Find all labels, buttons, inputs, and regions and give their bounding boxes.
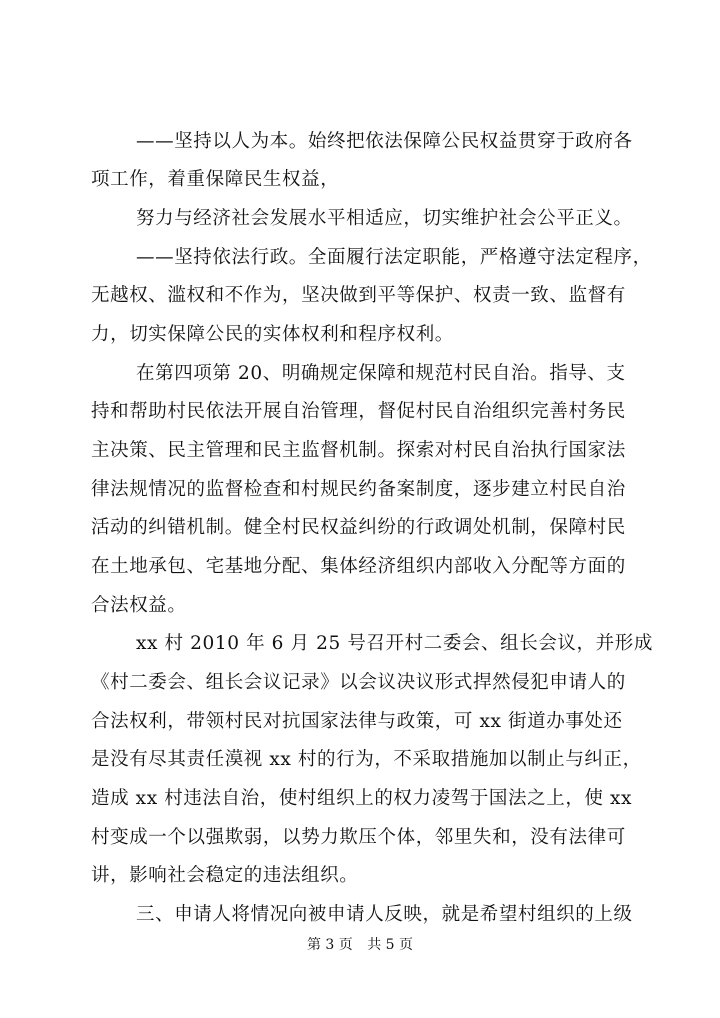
text-line: xx 村 2010 年 6 月 25 号召开村二委会、组长会议，并形成	[136, 633, 653, 654]
page-footer	[0, 935, 720, 955]
text-line: 在第四项第 20、明确规定保障和规范村民自治。指导、支	[136, 363, 626, 384]
current-page-number: 第 3 页	[306, 937, 353, 953]
text-line: ——坚持以人为本。始终把依法保障公民权益贯穿于政府各	[136, 131, 633, 152]
text-line: 努力与经济社会发展水平相适应，切实维护社会公平正义。	[136, 208, 633, 229]
text-line: 村变成一个以强欺弱，以势力欺压个体，邻里失和，没有法律可	[91, 827, 626, 848]
text-line: 无越权、滥权和不作为，坚决做到平等保护、权责一致、监督有	[91, 285, 626, 306]
text-line: 主决策、民主管理和民主监督机制。探索对村民自治执行国家法	[91, 440, 626, 461]
text-line: 项工作，着重保障民生权益，	[91, 169, 340, 190]
text-line: 在土地承包、宅基地分配、集体经济组织内部收入分配等方面的	[91, 556, 626, 577]
total-pages: 共 5 页	[367, 937, 414, 953]
text-line: 三、申请人将情况向被申请人反映，就是希望村组织的上级	[136, 904, 633, 925]
text-line: 力，切实保障公民的实体权利和程序权利。	[91, 324, 454, 345]
text-line: 活动的纠错机制。健全村民权益纠纷的行政调处机制，保障村民	[91, 517, 626, 538]
text-line: ——坚持依法行政。全面履行法定职能，严格遵守法定程序，	[136, 247, 652, 268]
text-line: 合法权益。	[91, 595, 187, 616]
text-line: 造成 xx 村违法自治，使村组织上的权力凌驾于国法之上，使 xx	[91, 788, 633, 809]
text-line: 《村二委会、组长会议记录》以会议决议形式捍然侵犯申请人的	[91, 672, 626, 693]
text-line: 持和帮助村民依法开展自治管理，督促村民自治组织完善村务民	[91, 401, 626, 422]
text-line: 是没有尽其责任漠视 xx 村的行为，不采取措施加以制止与纠正，	[91, 749, 642, 770]
text-line: 律法规情况的监督检查和村规民约备案制度，逐步建立村民自治	[91, 479, 626, 500]
text-line: 讲，影响社会稳定的违法组织。	[91, 865, 359, 886]
text-line: 合法权利，带领村民对抗国家法律与政策，可 xx 街道办事处还	[91, 711, 623, 732]
